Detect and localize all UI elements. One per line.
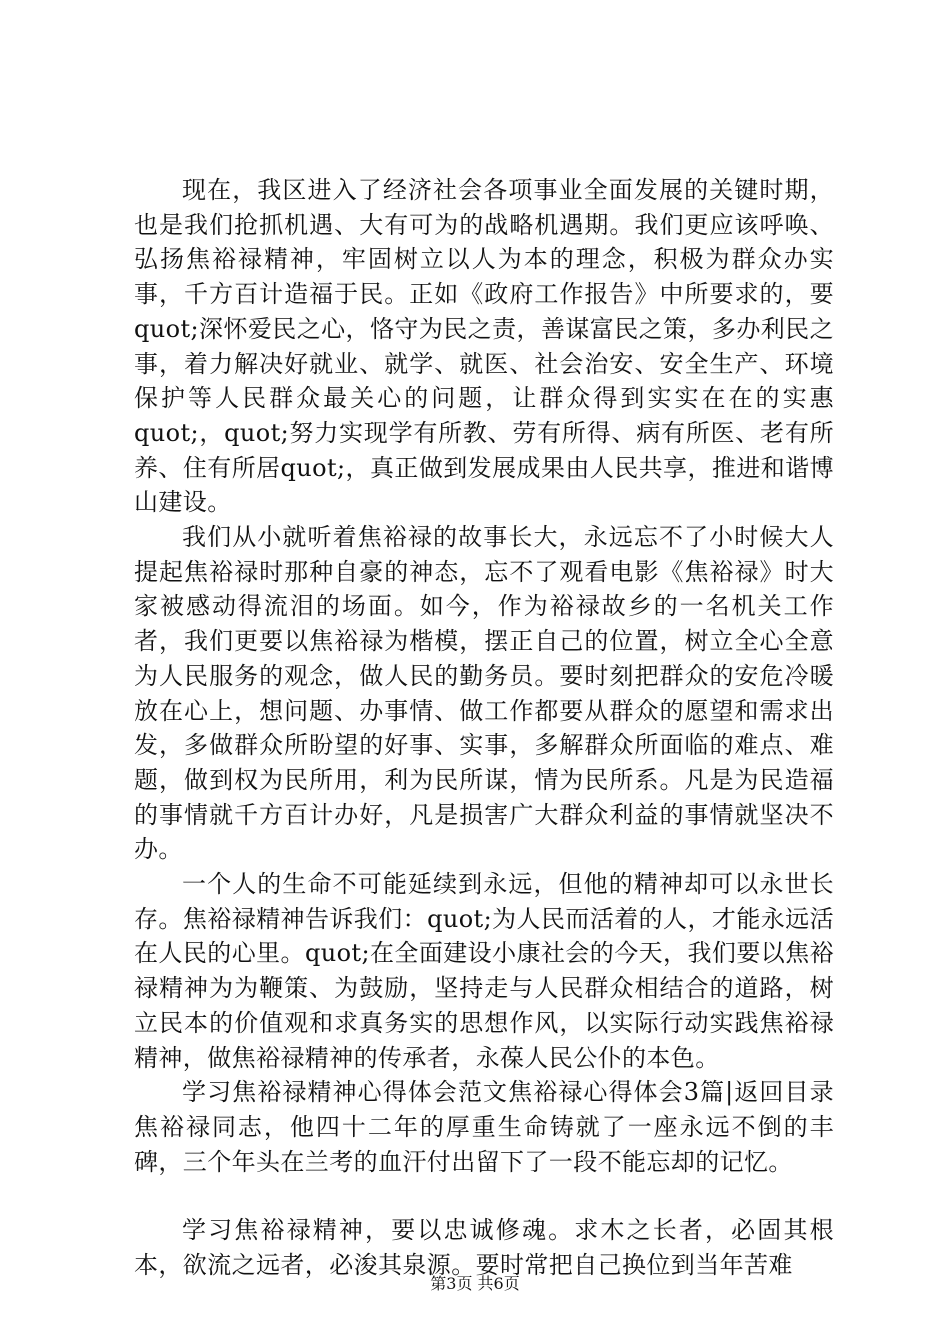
- paragraph-2: 我们从小就听着焦裕禄的故事长大，永远忘不了小时候大人提起焦裕禄时那种自豪的神态，忘不了观看电影《焦裕禄》时大家被感动得流泪的场面。如今，作为裕禄故乡的一名机关工作者，我们更要以焦裕禄为楷模，摆正自己的位置，树立全心全意为人民服务的观念，做人民的勤务员。要时刻把群众的安危冷暖放在心上，想问题、办事情、做工作都要从群众的愿望和需求出发，多做群众所盼望的好事、实事，多解群众所面临的难点、难题，做到权为民所用，利为民所谋，情为民所系。凡是为民造福的事情就千方百计办好，凡是损害广大群众利益的事情就坚决不办。: [134, 523, 834, 864]
- paragraph-1: 现在，我区进入了经济社会各项事业全面发展的关键时期，也是我们抢抓机遇、大有可为的战略机遇期。我们更应该呼唤、弘扬焦裕禄精神，牢固树立以人为本的理念，积极为群众办实事，千方百计造福于民。正如《政府工作报告》中所要求的，要quot;深怀爱民之心，恪守为民之责，善谋富民之策，多办利民之事，着力解决好就业、就学、就医、社会治安、安全生产、环境保护等人民群众最关心的问题，让群众得到实实在在的实惠quot;，quot;努力实现学有所教、劳有所得、病有所医、老有所养、住有所居quot;，真正做到发展成果由人民共享，推进和谐博山建设。: [134, 176, 834, 517]
- page-number-footer: 第3页 共6页: [430, 1274, 520, 1293]
- paragraph-4: 学习焦裕禄精神心得体会范文焦裕禄心得体会3篇|返回目录焦裕禄同志，他四十二年的厚重生命铸就了一座永远不倒的丰碑，三个年头在兰考的血汗付出留下了一段不能忘却的记忆。: [134, 1078, 834, 1176]
- paragraph-5: 学习焦裕禄精神，要以忠诚修魂。求木之长者，必固其根本，欲流之远者，必浚其泉源。要时常把自己换位到当年苦难: [134, 1216, 834, 1280]
- document-body: [134, 173, 834, 1283]
- paragraph-3: 一个人的生命不可能延续到永远，但他的精神却可以永世长存。焦裕禄精神告诉我们：quot;为人民而活着的人，才能永远活在人民的心里。quot;在全面建设小康社会的今天，我们要以焦裕禄精神为为鞭策、为鼓励，坚持走与人民群众相结合的道路，树立民本的价值观和求真务实的思想作风，以实际行动实践焦裕禄精神，做焦裕禄精神的传承者，永葆人民公仆的本色。: [134, 870, 834, 1072]
